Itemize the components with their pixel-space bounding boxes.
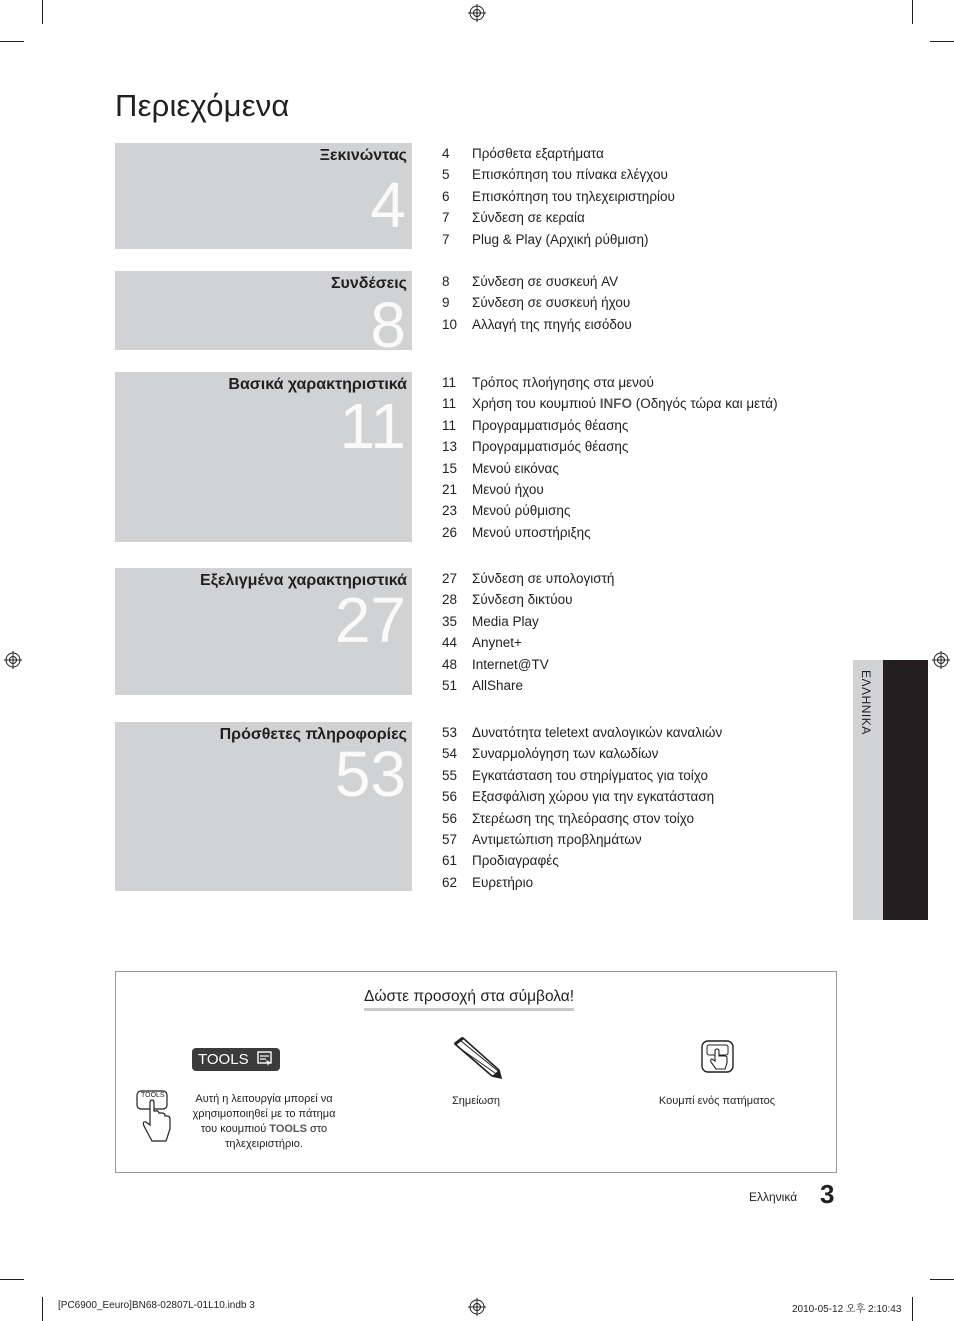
section-number: 11	[339, 390, 406, 462]
remote-tools-label: TOOLS	[141, 1092, 165, 1099]
toc-entry[interactable]	[442, 372, 778, 393]
section-panel	[115, 143, 412, 249]
toc-page: 26	[442, 524, 458, 540]
toc-entry[interactable]	[442, 143, 675, 164]
toc-text: AllShare	[472, 677, 524, 693]
toc-list	[442, 568, 614, 696]
toc-text: Προδιαγραφές	[472, 853, 559, 869]
toc-entry[interactable]	[442, 186, 675, 207]
toc-text: Plug & Play (Αρχική ρύθμιση)	[472, 231, 649, 247]
toc-page: 28	[442, 592, 458, 608]
toc-list	[442, 271, 632, 335]
toc-text: Συναρμολόγηση των καλωδίων	[472, 746, 659, 762]
toc-page: 35	[442, 613, 458, 629]
toc-text: Σύνδεση σε συσκευή AV	[472, 274, 619, 289]
toc-text: Μενού ρύθμισης	[472, 503, 571, 519]
toc-entry[interactable]	[442, 786, 722, 807]
toc-page: 57	[442, 831, 458, 847]
registration-mark-icon	[468, 4, 486, 22]
section-number: 27	[334, 584, 406, 656]
toc-page: 11	[442, 375, 457, 390]
toc-entry[interactable]	[442, 632, 614, 653]
toc-page: 11	[442, 417, 457, 433]
language-tab	[853, 660, 928, 920]
toc-text: Σύνδεση σε κεραία	[472, 210, 585, 226]
toc-entry[interactable]	[442, 522, 778, 543]
tools-button-label: TOOLS	[198, 1051, 249, 1068]
section-heading: Πρόσθετες πληροφορίες	[219, 726, 407, 743]
toc-text: (Οδηγός τώρα και μετά)	[632, 396, 778, 412]
toc-text: Εξασφάλιση χώρου για την εγκατάσταση	[472, 789, 715, 805]
section-heading: Ξεκινώντας	[319, 147, 407, 164]
toc-page: 44	[442, 635, 458, 651]
tools-caption-text: στο	[307, 1123, 328, 1135]
toc-list	[442, 722, 722, 893]
toc-page: 48	[442, 656, 458, 672]
pencil-note-icon	[449, 1036, 505, 1080]
toc-text: Δυνατότητα teletext αναλογικών καναλιών	[472, 725, 723, 740]
toc-text: Αλλαγή της πηγής εισόδου	[472, 316, 632, 332]
toc-entry[interactable]	[442, 229, 675, 250]
section-panel	[115, 722, 412, 891]
toc-text: Προγραμματισμός θέασης	[472, 439, 629, 455]
tools-menu-icon	[256, 1051, 274, 1067]
toc-entry[interactable]	[442, 808, 722, 829]
toc-page: 10	[442, 316, 458, 332]
toc-entry[interactable]	[442, 271, 632, 292]
section-heading: Συνδέσεις	[330, 275, 407, 292]
toc-list	[442, 372, 778, 543]
toc-text: Προγραμματισμός θέασης	[472, 417, 629, 433]
toc-entry[interactable]	[442, 568, 614, 589]
tools-caption-line	[182, 1122, 346, 1137]
language-tab-label: ΕΛΛΗΝΙΚΑ	[859, 670, 873, 735]
toc-page: 11	[442, 396, 457, 412]
toc-text: Στερέωση της τηλεόρασης στον τοίχο	[472, 810, 695, 826]
registration-mark-icon	[932, 651, 950, 669]
registration-mark-icon	[468, 1298, 486, 1316]
toc-text: Εγκατάσταση του στηρίγματος για τοίχο	[472, 767, 709, 783]
crop-mark	[0, 1279, 24, 1280]
page-title: Περιεχόμενα	[115, 88, 290, 123]
print-slug-file: [PC6900_Eeuro]BN68-02807L-01L10.indb 3	[58, 1300, 255, 1311]
toc-page: 5	[442, 167, 450, 183]
section-number: 4	[370, 169, 406, 241]
section-heading: Βασικά χαρακτηριστικά	[228, 376, 407, 393]
registration-mark-icon	[4, 651, 22, 669]
toc-page: 51	[442, 677, 458, 693]
toc-entry[interactable]	[442, 292, 632, 313]
page-number: 3	[820, 1179, 835, 1209]
toc-entry[interactable]	[442, 675, 614, 696]
one-touch-caption: Κουμπί ενός πατήματος	[658, 1095, 776, 1107]
tools-caption	[182, 1092, 346, 1152]
toc-text: Σύνδεση δικτύου	[472, 592, 573, 608]
toc-page: 56	[442, 789, 458, 805]
crop-mark	[930, 41, 954, 42]
info-key-label: INFO	[599, 396, 633, 412]
toc-text: Media Play	[472, 613, 539, 629]
symbols-heading: Δώστε προσοχή στα σύμβολα!	[364, 988, 574, 1011]
toc-text: Internet@TV	[472, 656, 549, 672]
toc-page: 27	[442, 571, 458, 586]
toc-page: 15	[442, 460, 458, 476]
toc-page: 62	[442, 874, 458, 890]
toc-entry[interactable]	[442, 654, 614, 675]
tools-caption-line: χρησιμοποιηθεί με το πάτημα	[192, 1108, 336, 1120]
toc-page: 7	[442, 210, 450, 226]
toc-page: 55	[442, 767, 458, 783]
toc-entry[interactable]	[442, 436, 778, 457]
toc-page: 23	[442, 503, 458, 519]
toc-page: 6	[442, 188, 450, 204]
toc-page: 13	[442, 439, 458, 455]
toc-text: Επισκόπηση του πίνακα ελέγχου	[472, 167, 668, 183]
toc-page: 8	[442, 274, 450, 289]
toc-page: 61	[442, 853, 458, 869]
toc-page: 53	[442, 725, 458, 740]
crop-mark	[42, 0, 43, 24]
toc-entry[interactable]	[442, 500, 778, 521]
section-panel	[115, 372, 412, 542]
toc-page: 21	[442, 481, 458, 497]
toc-entry[interactable]	[442, 872, 722, 893]
one-touch-button-icon	[700, 1039, 736, 1075]
section-panel	[115, 568, 412, 695]
toc-entry[interactable]	[442, 458, 778, 479]
toc-entry[interactable]	[442, 829, 722, 850]
language-tab-dark	[883, 660, 928, 920]
toc-text: Επισκόπηση του τηλεχειριστηρίου	[472, 188, 675, 204]
toc-text: Χρήση του κουμπιού	[472, 396, 600, 412]
footer-language: Ελληνικά	[749, 1190, 798, 1204]
toc-text: Ευρετήριο	[472, 874, 534, 890]
toc-entry[interactable]	[442, 314, 632, 335]
crop-mark	[912, 1297, 913, 1321]
print-slug-date: 2010-05-12 오후 2:10:43	[792, 1304, 902, 1315]
toc-entry[interactable]	[442, 722, 722, 743]
toc-entry[interactable]	[442, 743, 722, 764]
crop-mark	[930, 1279, 954, 1280]
crop-mark	[912, 0, 913, 24]
toc-entry[interactable]	[442, 207, 675, 228]
toc-page: 7	[442, 231, 450, 247]
toc-page: 56	[442, 810, 458, 826]
tools-caption-text: του κουμπιού	[200, 1123, 270, 1135]
toc-text: Μενού εικόνας	[472, 460, 559, 476]
toc-entry[interactable]	[442, 164, 675, 185]
toc-text: Τρόπος πλοήγησης στα μενού	[472, 375, 654, 390]
toc-text: Πρόσθετα εξαρτήματα	[472, 146, 604, 161]
tools-caption-key: TOOLS	[269, 1123, 307, 1135]
toc-text: Anynet+	[472, 635, 522, 651]
toc-page: 4	[442, 146, 450, 161]
tools-button	[192, 1048, 280, 1071]
note-caption: Σημείωση	[451, 1095, 501, 1107]
toc-text: Σύνδεση σε υπολογιστή	[472, 571, 615, 586]
section-panel	[115, 271, 412, 361]
toc-entry[interactable]	[442, 765, 722, 786]
toc-entry[interactable]	[442, 850, 722, 871]
section-heading: Εξελιγμένα χαρακτηριστικά	[200, 572, 407, 589]
toc-text: Μενού υποστήριξης	[472, 524, 591, 540]
crop-mark	[42, 1297, 43, 1321]
toc-list	[442, 143, 675, 250]
toc-entry[interactable]	[442, 393, 778, 414]
toc-page: 54	[442, 746, 458, 762]
toc-text: Μενού ήχου	[472, 481, 544, 497]
symbols-box	[115, 971, 837, 1173]
section-number: 53	[334, 738, 406, 810]
section-number: 8	[370, 289, 406, 361]
toc-entry[interactable]	[442, 479, 778, 500]
toc-entry[interactable]	[442, 611, 614, 632]
crop-mark	[0, 41, 24, 42]
toc-text: Αντιμετώπιση προβλημάτων	[472, 831, 642, 847]
toc-entry[interactable]	[442, 589, 614, 610]
tools-caption-line: Αυτή η λειτουργία μπορεί να	[195, 1093, 333, 1105]
toc-text: Σύνδεση σε συσκευή ήχου	[472, 295, 631, 311]
toc-page: 9	[442, 295, 450, 311]
toc-entry[interactable]	[442, 415, 778, 436]
tools-caption-line: τηλεχειριστήριο.	[225, 1138, 303, 1150]
